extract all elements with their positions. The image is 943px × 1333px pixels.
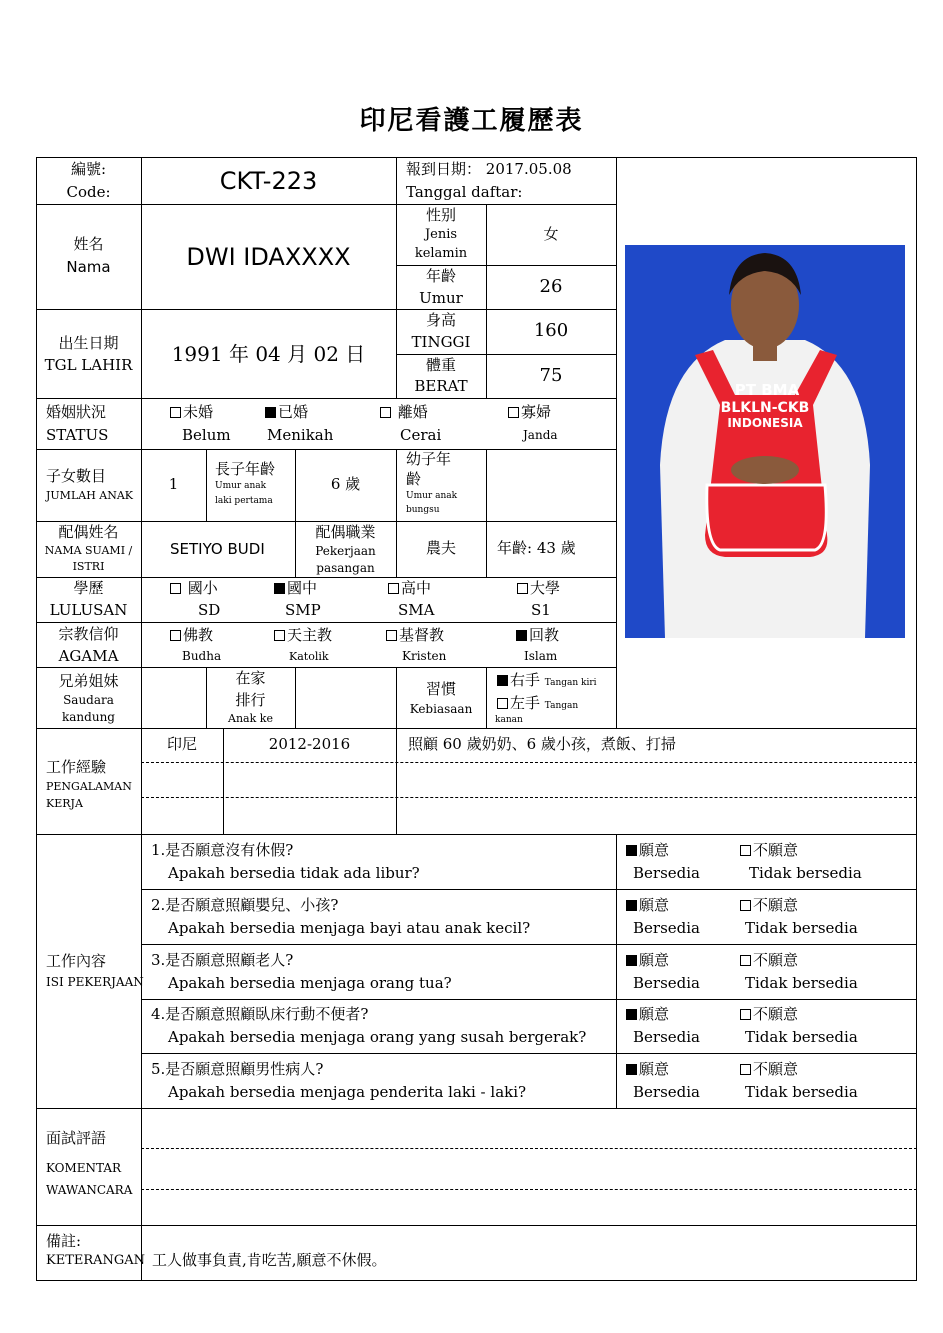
marital-option-single-id: Belum	[182, 426, 231, 444]
apron-text-1: PT BMA	[734, 381, 800, 399]
checkbox-icon	[740, 1064, 751, 1075]
question-2-no-id: Tidak bersedia	[745, 919, 858, 937]
job-label-zh: 工作內容	[46, 952, 107, 970]
youngest-label-zh1: 幼子年	[406, 450, 452, 468]
apron-text-3: INDONESIA	[727, 416, 803, 430]
question-4-zh: 4.是否願意照顧臥床行動不便者?	[151, 1005, 369, 1023]
job-label-id: ISI PEKERJAAN	[46, 975, 144, 989]
question-2-id: Apakah bersedia menjaga bayi atau anak kecil?	[168, 919, 531, 937]
spouse-job-label-id1: Pekerjaan	[315, 544, 376, 558]
date-reg-label-id: Tanggal daftar:	[406, 183, 523, 201]
marital-option-married-id: Menikah	[267, 426, 334, 444]
education-option-sma-id: SMA	[398, 601, 435, 619]
spouse-label-id2: ISTRI	[72, 560, 105, 573]
name-value: DWI IDAXXXX	[186, 243, 351, 271]
height-label-id: TINGGI	[411, 333, 471, 351]
question-5-yes-id: Bersedia	[633, 1083, 700, 1101]
marital-option-divorced[interactable]: 離婚	[380, 404, 428, 421]
birth-label-zh: 出生日期	[58, 334, 119, 352]
education-option-sd-id: SD	[198, 601, 221, 619]
age-label-zh: 年齡	[425, 267, 456, 285]
habit-label-zh: 習慣	[425, 680, 456, 698]
weight-label-zh: 體重	[425, 356, 456, 374]
spouse-label-id1: NAMA SUAMI /	[44, 544, 133, 557]
checkbox-icon	[740, 845, 751, 856]
interview-label-id2: WAWANCARA	[46, 1183, 133, 1197]
remarks-label-zh: 備註:	[46, 1232, 82, 1250]
question-1-no[interactable]: 不願意	[740, 842, 798, 859]
date-reg-label: 報到日期： 2017.05.08	[406, 160, 572, 178]
code-label-zh: 編號:	[70, 160, 107, 178]
habit-left-id2: kanan	[495, 715, 523, 725]
question-5-yes[interactable]: 願意	[626, 1061, 669, 1078]
experience-label-id2: KERJA	[46, 797, 83, 810]
question-3-zh: 3.是否願意照顧老人?	[151, 951, 294, 969]
weight-value: 75	[539, 365, 563, 386]
education-option-sma[interactable]: 高中	[388, 580, 431, 597]
gender-label-id2: kelamin	[414, 246, 468, 261]
marital-label-zh: 婚姻狀況	[46, 403, 107, 421]
question-5-no[interactable]: 不願意	[740, 1061, 798, 1078]
checkbox-checked-icon	[626, 955, 637, 966]
religion-option-budha[interactable]: 佛教	[170, 627, 213, 644]
eldest-value: 6 歲	[330, 475, 361, 493]
checkbox-icon	[170, 630, 181, 641]
question-2-yes-id: Bersedia	[633, 919, 700, 937]
marital-option-widow-id: Janda	[523, 428, 558, 442]
question-4-yes[interactable]: 願意	[626, 1006, 669, 1023]
remarks-label-id: KETERANGAN	[46, 1253, 146, 1268]
checkbox-icon	[386, 630, 397, 641]
rank-label-id: Anak ke	[228, 712, 273, 725]
checkbox-icon	[740, 900, 751, 911]
experience-country: 印尼	[166, 735, 197, 753]
question-4-yes-id: Bersedia	[633, 1028, 700, 1046]
marital-option-widow[interactable]: 寡婦	[508, 404, 551, 421]
eldest-label-zh: 長子年齡	[215, 460, 276, 478]
gender-label-id1: Jenis	[424, 227, 458, 242]
question-5-id: Apakah bersedia menjaga penderita laki - laki?	[168, 1083, 527, 1101]
marital-option-divorced-id: Cerai	[400, 426, 442, 444]
religion-option-budha-id: Budha	[182, 649, 222, 663]
youngest-label-zh2: 齡	[406, 470, 422, 488]
education-option-s1-id: S1	[531, 601, 551, 619]
question-4-id: Apakah bersedia menjaga orang yang susah bergerak?	[168, 1028, 587, 1046]
age-label-id: Umur	[419, 289, 463, 307]
spouse-job-label-id2: pasangan	[316, 561, 375, 575]
children-value: 1	[168, 475, 179, 493]
checkbox-icon	[740, 1009, 751, 1020]
youngest-label-id1: Umur anak	[406, 491, 458, 501]
spouse-name-value: SETIYO BUDI	[170, 540, 265, 558]
interview-label-id1: KOMENTAR	[46, 1161, 122, 1175]
habit-right-hand[interactable]: 右手 Tangan kiri	[497, 672, 597, 689]
gender-label-zh: 性别	[425, 206, 456, 224]
question-2-yes[interactable]: 願意	[626, 897, 669, 914]
checkbox-checked-icon	[626, 1009, 637, 1020]
checkbox-icon	[170, 407, 181, 418]
education-label-id: LULUSAN	[49, 601, 128, 619]
checkbox-checked-icon	[516, 630, 527, 641]
age-value: 26	[539, 276, 563, 297]
applicant-photo	[625, 245, 905, 638]
question-3-no-id: Tidak bersedia	[745, 974, 858, 992]
question-5-zh: 5.是否願意照顧男性病人?	[151, 1060, 324, 1078]
question-1-no-id: Tidak bersedia	[749, 864, 862, 882]
birth-label-id: TGL LAHIR	[44, 356, 133, 374]
question-1-yes[interactable]: 願意	[626, 842, 669, 859]
remarks-value: 工人做事負責,肯吃苦,願意不休假。	[152, 1251, 387, 1269]
checkbox-icon	[517, 583, 528, 594]
spouse-age: 年齡: 43 歲	[497, 539, 576, 557]
gender-value: 女	[543, 225, 559, 243]
education-option-sd[interactable]: 國小	[170, 580, 218, 597]
education-option-smp[interactable]: 國中	[274, 580, 317, 597]
siblings-label-id1: Saudara	[63, 693, 114, 707]
religion-label-zh: 宗教信仰	[58, 625, 119, 643]
children-label-zh: 子女數目	[46, 467, 107, 485]
children-label-id: JUMLAH ANAK	[46, 489, 134, 502]
checkbox-checked-icon	[497, 675, 508, 686]
question-4-no-id: Tidak bersedia	[745, 1028, 858, 1046]
habit-label-id: Kebiasaan	[409, 702, 473, 716]
religion-option-islam-id: Islam	[524, 649, 558, 663]
religion-option-katolik-id: Katolik	[289, 650, 329, 663]
spouse-label-zh: 配偶姓名	[58, 523, 119, 541]
spouse-job-label-zh: 配偶職業	[315, 523, 376, 541]
siblings-label-id2: kandung	[62, 710, 115, 724]
marital-label-id: STATUS	[46, 426, 109, 444]
eldest-label-id2: laki pertama	[215, 496, 273, 506]
checkbox-icon	[740, 955, 751, 966]
checkbox-icon	[508, 407, 519, 418]
checkbox-checked-icon	[274, 583, 285, 594]
spouse-job-value: 農夫	[425, 539, 456, 557]
code-value: CKT-223	[219, 167, 318, 195]
question-1-id: Apakah bersedia tidak ada libur?	[168, 864, 420, 882]
question-2-zh: 2.是否願意照顧嬰兒、小孩?	[151, 896, 339, 914]
checkbox-icon	[274, 630, 285, 641]
height-label-zh: 身高	[425, 311, 456, 329]
checkbox-icon	[497, 698, 508, 709]
code-label-id: Code:	[66, 183, 111, 201]
checkbox-checked-icon	[626, 845, 637, 856]
question-3-id: Apakah bersedia menjaga orang tua?	[168, 974, 452, 992]
religion-option-kristen-id: Kristen	[402, 649, 447, 663]
question-4-no[interactable]: 不願意	[740, 1006, 798, 1023]
checkbox-icon	[170, 583, 181, 594]
experience-period: 2012-2016	[268, 735, 351, 753]
name-label-id: Nama	[66, 258, 111, 276]
question-1-zh: 1.是否願意沒有休假?	[151, 841, 294, 859]
question-3-yes-id: Bersedia	[633, 974, 700, 992]
question-3-no[interactable]: 不願意	[740, 952, 798, 969]
checkbox-icon	[388, 583, 399, 594]
religion-option-islam[interactable]: 回教	[516, 627, 559, 644]
religion-option-katolik[interactable]: 天主教	[274, 627, 332, 644]
question-2-no[interactable]: 不願意	[740, 897, 798, 914]
applicant-photo-illustration	[625, 245, 905, 638]
question-1-yes-id: Bersedia	[633, 864, 700, 882]
marital-option-married[interactable]: 已婚	[265, 404, 308, 421]
birth-value: 1991 年 04 月 02 日	[171, 342, 366, 366]
apron-text-2: BLKLN-CKB	[720, 400, 810, 416]
eldest-label-id1: Umur anak	[215, 481, 267, 491]
experience-description: 照顧 60 歲奶奶、6 歲小孩，煮飯、打掃	[408, 735, 676, 753]
siblings-label-zh: 兄弟姐妹	[58, 672, 119, 690]
education-option-smp-id: SMP	[285, 601, 321, 619]
checkbox-checked-icon	[626, 900, 637, 911]
date-reg-value: 2017.05.08	[485, 160, 572, 178]
marital-option-single[interactable]: 未婚	[170, 404, 213, 421]
checkbox-icon	[380, 407, 391, 418]
habit-left-hand[interactable]: 左手 Tangan	[497, 695, 578, 712]
checkbox-checked-icon	[265, 407, 276, 418]
education-label-zh: 學歷	[73, 579, 104, 597]
interview-label-zh: 面試評語	[46, 1129, 107, 1147]
checkbox-checked-icon	[626, 1064, 637, 1075]
education-option-s1[interactable]: 大學	[517, 580, 560, 597]
youngest-label-id2: bungsu	[406, 505, 440, 515]
religion-option-kristen[interactable]: 基督教	[386, 627, 444, 644]
experience-label-zh: 工作經驗	[46, 758, 107, 776]
question-5-no-id: Tidak bersedia	[745, 1083, 858, 1101]
weight-label-id: BERAT	[414, 377, 468, 395]
rank-label-zh2: 排行	[235, 691, 266, 709]
experience-label-id1: PENGALAMAN	[46, 780, 132, 793]
religion-label-id: AGAMA	[58, 647, 119, 665]
rank-label-zh1: 在家	[235, 669, 266, 687]
height-value: 160	[533, 320, 569, 341]
question-3-yes[interactable]: 願意	[626, 952, 669, 969]
name-label-zh: 姓名	[73, 235, 104, 253]
form-title: 印尼看護工履歷表	[359, 106, 584, 136]
